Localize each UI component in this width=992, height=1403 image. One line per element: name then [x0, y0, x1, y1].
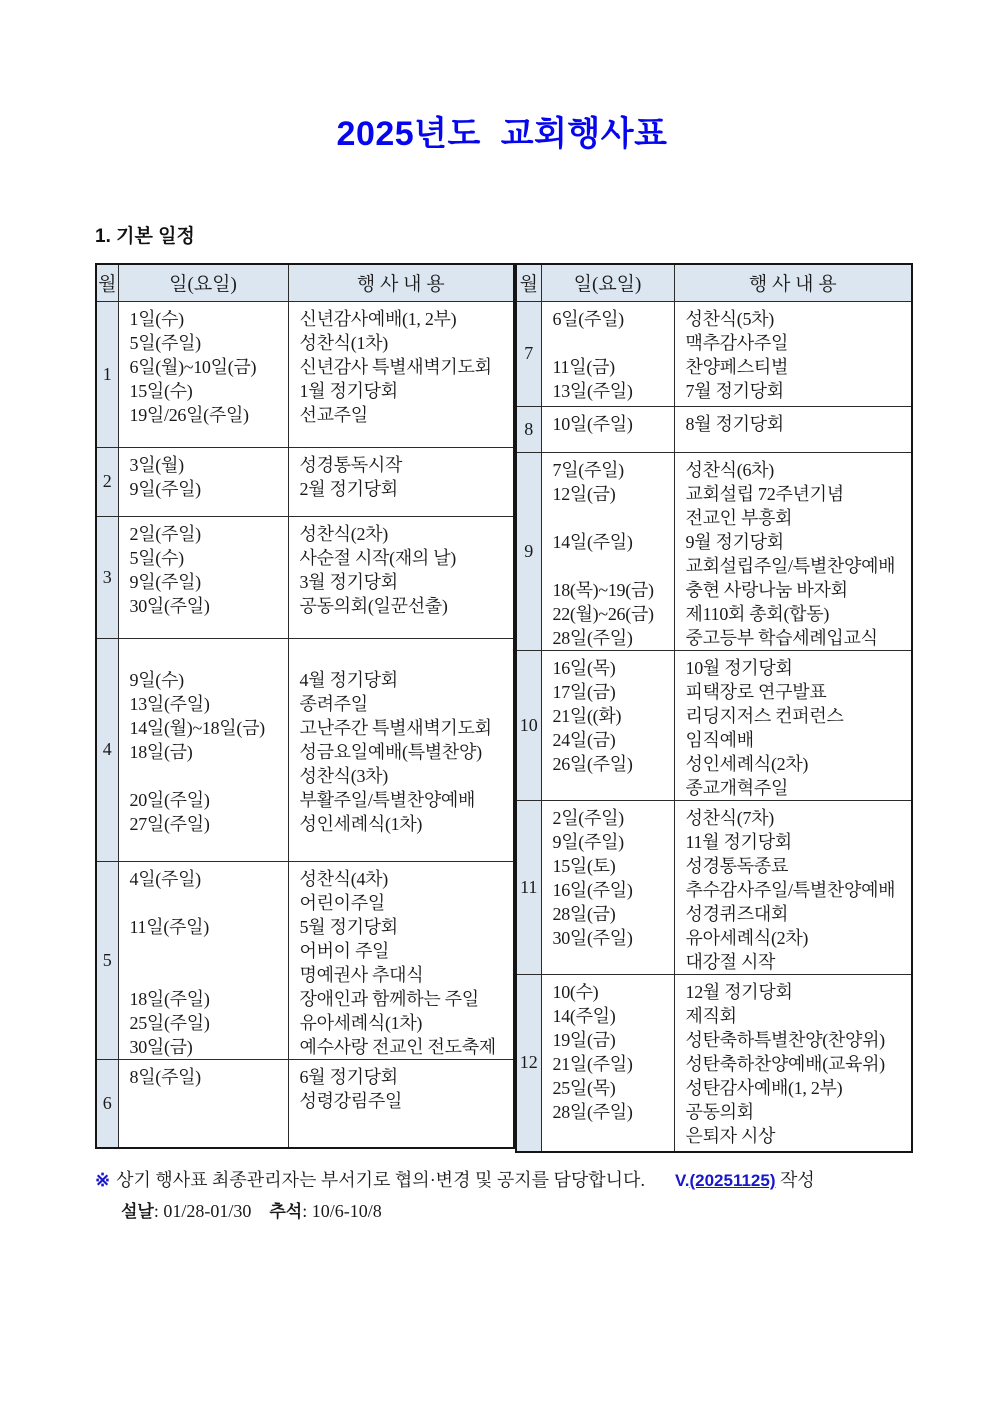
- month-row: [516, 800, 912, 974]
- date-line: 26일(주일): [552, 753, 633, 774]
- month-row: [516, 301, 912, 406]
- header-date: 일(요일): [118, 264, 288, 301]
- dates-cell: [541, 974, 674, 1152]
- event-line: 성탄축하특별찬양(찬양위): [685, 1029, 885, 1050]
- event-line: 성찬식(4차): [299, 868, 388, 889]
- date-line: 15일(수): [129, 380, 193, 401]
- date-line: 4일(주일): [129, 868, 201, 889]
- month-number-cell: 8: [516, 406, 541, 452]
- month-number-cell: 1: [96, 301, 118, 447]
- event-line: 1월 정기당회: [299, 380, 398, 401]
- events-cell: [288, 861, 514, 1059]
- event-line: 추수감사주일/특별찬양예배: [685, 879, 896, 900]
- month-number-cell: 6: [96, 1059, 118, 1148]
- note-bullet-icon: ※: [95, 1170, 111, 1190]
- month-row: [516, 974, 912, 1152]
- date-line: 15일(토): [552, 855, 616, 876]
- event-line: 성인세례식(1차): [299, 813, 423, 834]
- date-line: 18일(금): [129, 741, 193, 762]
- event-line: 공동의회(일꾼선출): [299, 595, 448, 616]
- date-line: 14일(주일): [552, 531, 633, 552]
- date-line: 9일(주일): [129, 571, 201, 592]
- events-cell: [674, 800, 912, 974]
- month-row: [96, 516, 514, 638]
- event-line: 교회설립 72주년기념: [685, 483, 844, 504]
- event-line: [300, 644, 512, 668]
- date-line: 10일(주일): [552, 413, 633, 434]
- version-stamp: [675, 1171, 776, 1190]
- event-line: 신년감사예배(1, 2부): [299, 308, 457, 329]
- date-line: 6일(월)~10일(금): [129, 356, 257, 377]
- month-row: [516, 650, 912, 800]
- date-line: 17일(금): [552, 681, 616, 702]
- month-number-cell: 11: [516, 800, 541, 974]
- events-cell: [674, 452, 912, 650]
- date-line: 1일(수): [129, 308, 184, 329]
- date-line: 25일(주일): [129, 1012, 210, 1033]
- month-number-cell: 4: [96, 638, 118, 861]
- event-line: 선교주일: [299, 404, 368, 425]
- event-line: 성금요일예배(특별찬양): [299, 741, 482, 762]
- month-row: [96, 1059, 514, 1148]
- event-line: 10월 정기당회: [685, 657, 793, 678]
- event-line: 중고등부 학습세례입교식: [685, 627, 878, 648]
- header-events: 행 사 내 용: [288, 264, 514, 301]
- schedule-table-jan-jun: [95, 263, 515, 1149]
- event-line: 공동의회: [685, 1101, 754, 1122]
- dates-cell: [118, 447, 288, 516]
- events-cell: [674, 650, 912, 800]
- event-line: 충현 사랑나눔 바자회: [685, 579, 848, 600]
- date-line: 14(주일): [552, 1005, 616, 1026]
- month-row: [96, 301, 514, 447]
- date-line: 21일(주일): [552, 1053, 633, 1074]
- date-line: 25일(목): [552, 1077, 616, 1098]
- dates-cell: [541, 301, 674, 406]
- event-line: 2월 정기당회: [299, 478, 398, 499]
- event-line: 어버이 주일: [299, 940, 390, 961]
- date-line: 28일(금): [552, 903, 616, 924]
- event-line: 사순절 시작(재의 날): [299, 547, 456, 568]
- date-line: 11일(금): [552, 356, 615, 377]
- month-row: [96, 638, 514, 861]
- month-row: [96, 447, 514, 516]
- event-line: 명예권사 추대식: [299, 964, 424, 985]
- dates-cell: [118, 1059, 288, 1148]
- event-line: 성경퀴즈대회: [685, 903, 789, 924]
- date-line: 6일(주일): [552, 308, 624, 329]
- date-line: 28일(주일): [552, 627, 633, 648]
- dates-cell: [541, 406, 674, 452]
- event-line: 유아세례식(1차): [299, 1012, 423, 1033]
- event-line: 장애인과 함께하는 주일: [299, 988, 479, 1009]
- events-cell: [288, 516, 514, 638]
- events-cell: [674, 974, 912, 1152]
- event-line: 성찬식(2차): [299, 523, 388, 544]
- dates-cell: [118, 516, 288, 638]
- event-line: 리딩지저스 컨퍼런스: [685, 705, 844, 726]
- date-line: [553, 506, 672, 530]
- date-line: 13일(주일): [552, 380, 633, 401]
- event-line: 성찬식(7차): [685, 807, 774, 828]
- event-line: 성령강림주일: [299, 1090, 403, 1111]
- holiday-label-seollal: 설날: [121, 1202, 154, 1221]
- date-line: 27일(주일): [129, 813, 210, 834]
- date-line: 18(목)~19(금): [552, 579, 654, 600]
- date-line: 10(수): [552, 981, 599, 1002]
- dates-cell: [118, 861, 288, 1059]
- header-row: [516, 264, 912, 301]
- date-line: 3일(월): [129, 454, 184, 475]
- date-line: 2일(주일): [552, 807, 624, 828]
- event-line: 어린이주일: [299, 892, 385, 913]
- date-line: 16일(목): [552, 657, 616, 678]
- date-line: 14일(월)~18일(금): [129, 717, 265, 738]
- date-line: 20일(주일): [129, 789, 210, 810]
- month-row: [96, 861, 514, 1059]
- date-line: [130, 644, 286, 668]
- event-line: 성인세례식(2차): [685, 753, 809, 774]
- date-line: 22(월)~26(금): [552, 603, 654, 624]
- date-line: 2일(주일): [129, 523, 201, 544]
- date-line: [130, 891, 286, 915]
- event-line: 8월 정기당회: [685, 413, 784, 434]
- dates-cell: [541, 800, 674, 974]
- event-line: 제직회: [685, 1005, 737, 1026]
- event-line: 성찬식(1차): [299, 332, 388, 353]
- header-row: [96, 264, 514, 301]
- date-line: 12일(금): [552, 483, 616, 504]
- events-cell: [674, 406, 912, 452]
- event-line: 11월 정기당회: [685, 831, 792, 852]
- date-line: [553, 554, 672, 578]
- month-row: [516, 452, 912, 650]
- note-text: 상기 행사표 최종관리자는 부서기로 협의·변경 및 공지를 담당합니다.: [116, 1170, 645, 1190]
- month-number-cell: 9: [516, 452, 541, 650]
- event-line: 유아세례식(2차): [685, 927, 809, 948]
- month-number-cell: 2: [96, 447, 118, 516]
- event-line: 종교개혁주일: [685, 777, 789, 798]
- schedule-table-jul-dec: [515, 263, 913, 1153]
- version-suffix: 작성: [775, 1170, 815, 1190]
- date-line: 24일(금): [552, 729, 616, 750]
- date-line: 19일/26일(주일): [129, 404, 249, 425]
- holiday-label-chuseok: 추석: [269, 1202, 303, 1221]
- date-line: 16일(주일): [552, 879, 633, 900]
- events-cell: [288, 447, 514, 516]
- month-number-cell: 10: [516, 650, 541, 800]
- event-line: 은퇴자 시상: [685, 1125, 776, 1146]
- date-line: [130, 764, 286, 788]
- events-cell: [288, 638, 514, 861]
- date-line: 9일(주일): [129, 478, 201, 499]
- event-line: 신년감사 특별새벽기도회: [299, 356, 492, 377]
- events-cell: [288, 1059, 514, 1148]
- dates-cell: [541, 650, 674, 800]
- date-line: 18일(주일): [129, 988, 210, 1009]
- event-line: 성탄감사예배(1, 2부): [685, 1077, 843, 1098]
- event-line: 부활주일/특별찬양예배: [299, 789, 476, 810]
- event-line: 고난주간 특별새벽기도회: [299, 717, 492, 738]
- version-prefix: V.: [674, 1171, 690, 1190]
- date-line: [130, 963, 286, 987]
- event-line: 성찬식(3차): [299, 765, 388, 786]
- date-line: 9일(주일): [552, 831, 624, 852]
- event-line: 제110회 총회(합동): [685, 603, 830, 624]
- date-line: 30일(주일): [552, 927, 633, 948]
- date-line: 30일(주일): [129, 595, 210, 616]
- holiday-value-chuseok: : 10/6-10/8: [302, 1201, 382, 1221]
- date-line: 21일((화): [552, 705, 622, 726]
- header-date: 일(요일): [541, 264, 674, 301]
- month-row: [516, 406, 912, 452]
- event-line: 성찬식(6차): [685, 459, 774, 480]
- event-line: 예수사랑 전교인 전도축제: [299, 1036, 496, 1057]
- page-title: 2025년도 교회행사표: [336, 115, 668, 153]
- schedule-tables: [95, 263, 909, 1153]
- event-line: 성찬식(5차): [685, 308, 774, 329]
- event-line: 7월 정기당회: [685, 380, 784, 401]
- event-line: 5월 정기당회: [299, 916, 398, 937]
- event-line: 교회설립주일/특별찬양예배: [685, 555, 896, 576]
- date-line: 11일(주일): [129, 916, 209, 937]
- month-number-cell: 12: [516, 974, 541, 1152]
- date-line: [553, 331, 672, 355]
- footer-note-line: [95, 1166, 909, 1192]
- event-line: 대강절 시작: [685, 951, 776, 972]
- event-line: 성탄축하찬양예배(교육위): [685, 1053, 885, 1074]
- event-line: 12월 정기당회: [685, 981, 793, 1002]
- dates-cell: [118, 301, 288, 447]
- event-line: 전교인 부흥회: [685, 507, 793, 528]
- event-line: 임직예배: [685, 729, 754, 750]
- event-line: 피택장로 연구발표: [685, 681, 827, 702]
- date-line: 5일(주일): [129, 332, 201, 353]
- holiday-value-seollal: : 01/28-01/30: [153, 1201, 252, 1221]
- date-line: 13일(주일): [129, 693, 210, 714]
- event-line: 6월 정기당회: [299, 1066, 398, 1087]
- date-line: 30일(금): [129, 1036, 193, 1057]
- date-line: 7일(주일): [552, 459, 624, 480]
- date-line: 5일(수): [129, 547, 184, 568]
- section-heading: 1. 기본 일정: [95, 226, 195, 247]
- event-line: 3월 정기당회: [299, 571, 398, 592]
- event-line: 맥추감사주일: [685, 332, 789, 353]
- header-month: 월: [96, 264, 118, 301]
- version-number: (20251125): [689, 1171, 776, 1190]
- footer-holidays-line: [95, 1197, 909, 1222]
- events-cell: [674, 301, 912, 406]
- month-number-cell: 3: [96, 516, 118, 638]
- event-line: 찬양페스티벌: [685, 356, 789, 377]
- event-line: 9월 정기당회: [685, 531, 784, 552]
- header-events: 행 사 내 용: [674, 264, 912, 301]
- footer: [95, 1166, 909, 1222]
- dates-cell: [541, 452, 674, 650]
- date-line: 19일(금): [552, 1029, 616, 1050]
- event-line: 4월 정기당회: [299, 669, 398, 690]
- dates-cell: [118, 638, 288, 861]
- month-number-cell: 5: [96, 861, 118, 1059]
- month-number-cell: 7: [516, 301, 541, 406]
- event-line: 성경통독종료: [685, 855, 789, 876]
- events-cell: [288, 301, 514, 447]
- date-line: 8일(주일): [129, 1066, 201, 1087]
- date-line: 28일(주일): [552, 1101, 633, 1122]
- event-line: 성경통독시작: [299, 454, 403, 475]
- date-line: 9일(수): [129, 669, 184, 690]
- date-line: [130, 939, 286, 963]
- event-line: 종려주일: [299, 693, 368, 714]
- header-month: 월: [516, 264, 541, 301]
